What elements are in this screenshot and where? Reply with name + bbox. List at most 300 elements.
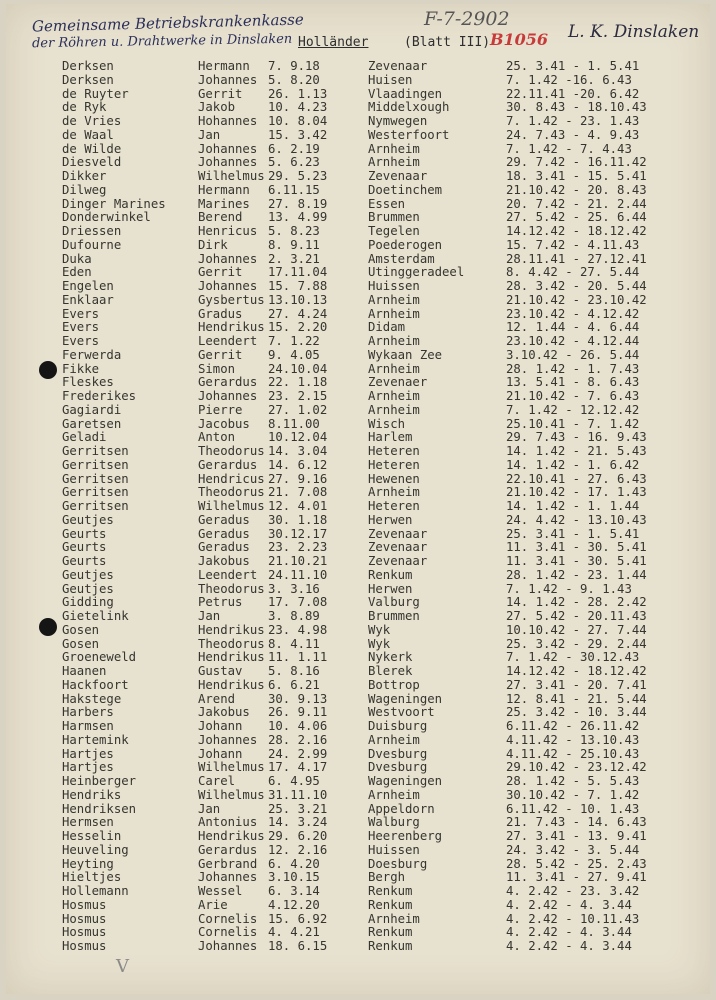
period-cell: 21.10.42 - 17. 1.43 bbox=[506, 485, 647, 500]
birth-date-cell: 10. 4.23 bbox=[268, 100, 328, 115]
list-item bbox=[6, 74, 710, 88]
list-item bbox=[6, 60, 710, 74]
first-name-cell: Antonius bbox=[198, 815, 258, 830]
list-item bbox=[6, 390, 710, 404]
period-cell: 3.10.42 - 26. 5.44 bbox=[506, 347, 640, 362]
birth-date-cell: 14. 3.04 bbox=[268, 444, 328, 458]
birth-date-cell: 26. 1.13 bbox=[268, 86, 328, 101]
place-cell: Renkum bbox=[368, 925, 413, 940]
list-item bbox=[6, 321, 710, 335]
first-name-cell: Hendrikus bbox=[198, 829, 265, 843]
surname-cell: Harmsen bbox=[62, 719, 114, 733]
place-cell: Wykaan Zee bbox=[368, 347, 443, 362]
list-item bbox=[6, 583, 710, 597]
period-cell: 25. 3.41 - 1. 5.41 bbox=[506, 59, 640, 73]
list-item bbox=[6, 486, 710, 500]
list-item bbox=[6, 239, 710, 253]
period-cell: 21.10.42 - 20. 8.43 bbox=[506, 182, 647, 197]
place-cell: Huisen bbox=[368, 72, 413, 87]
place-cell: Middelxough bbox=[368, 100, 450, 115]
first-name-cell: Johannes bbox=[198, 732, 258, 747]
place-cell: Heteren bbox=[368, 499, 420, 513]
first-name-cell: Theodorus bbox=[198, 581, 265, 596]
period-cell: 18. 3.41 - 15. 5.41 bbox=[506, 169, 647, 183]
birth-date-cell: 5. 8.20 bbox=[268, 72, 320, 87]
list-item bbox=[6, 349, 710, 363]
place-cell: Brummen bbox=[368, 210, 420, 225]
list-item bbox=[6, 211, 710, 225]
period-cell: 14.12.42 - 18.12.42 bbox=[506, 664, 647, 678]
place-cell: Renkum bbox=[368, 884, 413, 898]
period-cell: 22.11.41 -20. 6.42 bbox=[506, 86, 640, 101]
surname-cell: Geurts bbox=[62, 554, 107, 568]
surname-cell: Driessen bbox=[62, 224, 122, 238]
birth-date-cell: 12. 2.16 bbox=[268, 842, 328, 857]
period-cell: 28. 3.42 - 20. 5.44 bbox=[506, 279, 647, 293]
period-cell: 28. 1.42 - 1. 7.43 bbox=[506, 361, 640, 376]
red-stamp: B1056 bbox=[490, 30, 549, 49]
first-name-cell: Carel bbox=[198, 774, 236, 788]
period-cell: 7. 1.42 - 9. 1.43 bbox=[506, 581, 632, 596]
surname-cell: Gosen bbox=[62, 622, 100, 637]
period-cell: 28. 1.42 - 5. 5.43 bbox=[506, 774, 640, 788]
place-cell: Valburg bbox=[368, 595, 420, 610]
place-cell: Westvoort bbox=[368, 705, 435, 720]
place-cell: Duisburg bbox=[368, 719, 428, 733]
place-cell: Renkum bbox=[368, 567, 413, 582]
surname-cell: de Vries bbox=[62, 114, 122, 128]
first-name-cell: Theodorus bbox=[198, 636, 265, 651]
birth-date-cell: 17.11.04 bbox=[268, 265, 328, 280]
surname-cell: Hermsen bbox=[62, 815, 114, 830]
first-name-cell: Gysbertus bbox=[198, 292, 265, 307]
surname-cell: Frederikes bbox=[62, 389, 137, 403]
surname-cell: Derksen bbox=[62, 59, 114, 73]
period-cell: 28. 1.42 - 23. 1.44 bbox=[506, 567, 647, 582]
birth-date-cell: 14. 6.12 bbox=[268, 457, 328, 472]
list-item bbox=[6, 871, 710, 885]
period-cell: 21.10.42 - 23.10.42 bbox=[506, 292, 647, 307]
surname-cell: Heyting bbox=[62, 856, 114, 871]
place-cell: Westerfoort bbox=[368, 127, 450, 142]
first-name-cell: Gerardus bbox=[198, 457, 258, 472]
birth-date-cell: 15. 7.88 bbox=[268, 279, 328, 293]
birth-date-cell: 29. 6.20 bbox=[268, 829, 328, 843]
first-name-cell: Hendrikus bbox=[198, 320, 265, 335]
surname-cell: Gerritsen bbox=[62, 457, 129, 472]
first-name-cell: Hendricus bbox=[198, 471, 265, 486]
birth-date-cell: 10. 8.04 bbox=[268, 114, 328, 128]
period-cell: 28. 5.42 - 25. 2.43 bbox=[506, 856, 647, 871]
first-name-cell: Johannes bbox=[198, 141, 258, 156]
surname-cell: Geutjes bbox=[62, 512, 114, 527]
period-cell: 24. 3.42 - 3. 5.44 bbox=[506, 842, 640, 857]
place-cell: Arnheim bbox=[368, 732, 420, 747]
period-cell: 10.10.42 - 27. 7.44 bbox=[506, 622, 647, 637]
birth-date-cell: 10. 4.06 bbox=[268, 719, 328, 733]
place-cell: Doesburg bbox=[368, 856, 428, 871]
period-cell: 4. 2.42 - 4. 3.44 bbox=[506, 897, 632, 912]
birth-date-cell: 3. 3.16 bbox=[268, 581, 320, 596]
birth-date-cell: 21. 7.08 bbox=[268, 485, 328, 500]
list-item bbox=[6, 748, 710, 762]
surname-cell: Haanen bbox=[62, 664, 107, 678]
birth-date-cell: 14. 3.24 bbox=[268, 815, 328, 830]
surname-cell: Ferwerda bbox=[62, 347, 122, 362]
period-cell: 24. 7.43 - 4. 9.43 bbox=[506, 127, 640, 142]
list-item bbox=[6, 404, 710, 418]
place-cell: Zevenaar bbox=[368, 169, 428, 183]
first-name-cell: Theodorus bbox=[198, 444, 265, 458]
birth-date-cell: 30.12.17 bbox=[268, 526, 328, 541]
period-cell: 27. 3.41 - 20. 7.41 bbox=[506, 677, 647, 692]
first-name-cell: Johannes bbox=[198, 72, 258, 87]
place-cell: Arnheim bbox=[368, 361, 420, 376]
first-name-cell: Geradus bbox=[198, 526, 250, 541]
place-cell: Wyk bbox=[368, 636, 391, 651]
surname-cell: Gosen bbox=[62, 636, 100, 651]
birth-date-cell: 8. 9.11 bbox=[268, 237, 320, 252]
place-cell: Wisch bbox=[368, 416, 406, 431]
first-name-cell: Gerbrand bbox=[198, 856, 258, 871]
list-item bbox=[6, 143, 710, 157]
list-item bbox=[6, 170, 710, 184]
place-cell: Arnheim bbox=[368, 402, 420, 417]
birth-date-cell: 23. 2.23 bbox=[268, 540, 328, 555]
place-cell: Wageningen bbox=[368, 774, 443, 788]
list-item bbox=[6, 528, 710, 542]
surname-cell: Hackfoort bbox=[62, 677, 129, 692]
surname-cell: Dinger Marines bbox=[62, 196, 166, 211]
place-cell: Herwen bbox=[368, 512, 413, 527]
period-cell: 30. 8.43 - 18.10.43 bbox=[506, 100, 647, 115]
birth-date-cell: 9. 4.05 bbox=[268, 347, 320, 362]
first-name-cell: Gerrit bbox=[198, 347, 243, 362]
first-name-cell: Arie bbox=[198, 897, 228, 912]
place-cell: Renkum bbox=[368, 897, 413, 912]
list-item bbox=[6, 651, 710, 665]
list-item bbox=[6, 803, 710, 817]
list-item bbox=[6, 129, 710, 143]
first-name-cell: Jakobus bbox=[198, 554, 250, 568]
first-name-cell: Geradus bbox=[198, 540, 250, 555]
first-name-cell: Dirk bbox=[198, 237, 228, 252]
period-cell: 4. 2.42 - 10.11.43 bbox=[506, 911, 640, 926]
first-name-cell: Jan bbox=[198, 609, 221, 623]
list-item bbox=[6, 775, 710, 789]
first-name-cell: Gerardus bbox=[198, 375, 258, 390]
worker-list bbox=[6, 60, 710, 954]
period-cell: 11. 3.41 - 30. 5.41 bbox=[506, 554, 647, 568]
period-cell: 4. 2.42 - 4. 3.44 bbox=[506, 925, 632, 940]
period-cell: 15. 7.42 - 4.11.43 bbox=[506, 237, 640, 252]
first-name-cell: Gerrit bbox=[198, 265, 243, 280]
place-cell: Heerenberg bbox=[368, 829, 443, 843]
surname-cell: de Waal bbox=[62, 127, 114, 142]
place-cell: Vlaadingen bbox=[368, 86, 443, 101]
surname-cell: Hosmus bbox=[62, 911, 107, 926]
surname-cell: Garetsen bbox=[62, 416, 122, 431]
first-name-cell: Johannes bbox=[198, 389, 258, 403]
place-cell: Zevenaar bbox=[368, 526, 428, 541]
list-item bbox=[6, 280, 710, 294]
list-item bbox=[6, 101, 710, 115]
list-item bbox=[6, 610, 710, 624]
list-item bbox=[6, 720, 710, 734]
first-name-cell: Jacobus bbox=[198, 416, 250, 431]
place-cell: Nykerk bbox=[368, 650, 413, 665]
check-mark: V bbox=[116, 956, 129, 977]
birth-date-cell: 6. 4.95 bbox=[268, 774, 320, 788]
surname-cell: Geurts bbox=[62, 540, 107, 555]
page-title: Holländer bbox=[298, 35, 369, 50]
birth-date-cell: 27. 8.19 bbox=[268, 196, 328, 211]
birth-date-cell: 13. 4.99 bbox=[268, 210, 328, 225]
period-cell: 12. 1.44 - 4. 6.44 bbox=[506, 320, 640, 335]
birth-date-cell: 30. 1.18 bbox=[268, 512, 328, 527]
surname-cell: Evers bbox=[62, 334, 100, 348]
handwritten-date: F-7-2902 bbox=[424, 8, 510, 30]
place-cell: Zevenaar bbox=[368, 540, 428, 555]
birth-date-cell: 6. 6.21 bbox=[268, 677, 320, 692]
birth-date-cell: 7. 9.18 bbox=[268, 59, 320, 73]
birth-date-cell: 8. 4.11 bbox=[268, 636, 320, 651]
birth-date-cell: 6. 2.19 bbox=[268, 141, 320, 156]
first-name-cell: Johannes bbox=[198, 251, 258, 266]
first-name-cell: Leendert bbox=[198, 334, 258, 348]
surname-cell: Hartjes bbox=[62, 746, 114, 761]
birth-date-cell: 23. 4.98 bbox=[268, 622, 328, 637]
surname-cell: Dilweg bbox=[62, 182, 107, 197]
place-cell: Utinggeradeel bbox=[368, 265, 465, 280]
period-cell: 27. 5.42 - 25. 6.44 bbox=[506, 210, 647, 225]
birth-date-cell: 13.10.13 bbox=[268, 292, 328, 307]
first-name-cell: Jakobus bbox=[198, 705, 250, 720]
list-item bbox=[6, 156, 710, 170]
place-cell: Arnheim bbox=[368, 911, 420, 926]
surname-cell: Hendriksen bbox=[62, 801, 137, 816]
period-cell: 14. 1.42 - 28. 2.42 bbox=[506, 595, 647, 610]
list-item bbox=[6, 816, 710, 830]
list-item bbox=[6, 624, 710, 638]
list-item bbox=[6, 294, 710, 308]
birth-date-cell: 3. 8.89 bbox=[268, 609, 320, 623]
first-name-cell: Theodorus bbox=[198, 485, 265, 500]
first-name-cell: Wilhelmus bbox=[198, 787, 265, 802]
place-cell: Herwen bbox=[368, 581, 413, 596]
period-cell: 24. 4.42 - 13.10.43 bbox=[506, 512, 647, 527]
period-cell: 28.11.41 - 27.12.41 bbox=[506, 251, 647, 266]
surname-cell: Hartemink bbox=[62, 732, 129, 747]
birth-date-cell: 28. 2.16 bbox=[268, 732, 328, 747]
period-cell: 30.10.42 - 7. 1.42 bbox=[506, 787, 640, 802]
birth-date-cell: 3.10.15 bbox=[268, 870, 320, 885]
place-cell: Zevenaer bbox=[368, 375, 428, 390]
place-cell: Didam bbox=[368, 320, 406, 335]
list-item bbox=[6, 514, 710, 528]
surname-cell: Heuveling bbox=[62, 842, 129, 857]
birth-date-cell: 30. 9.13 bbox=[268, 691, 328, 706]
birth-date-cell: 23. 2.15 bbox=[268, 389, 328, 403]
first-name-cell: Gradus bbox=[198, 306, 243, 321]
list-item bbox=[6, 500, 710, 514]
surname-cell: de Ruyter bbox=[62, 86, 129, 101]
period-cell: 11. 3.41 - 27. 9.41 bbox=[506, 870, 647, 885]
birth-date-cell: 22. 1.18 bbox=[268, 375, 328, 390]
period-cell: 4. 2.42 - 4. 3.44 bbox=[506, 939, 632, 953]
surname-cell: Geurts bbox=[62, 526, 107, 541]
list-item bbox=[6, 445, 710, 459]
first-name-cell: Leendert bbox=[198, 567, 258, 582]
list-item bbox=[6, 459, 710, 473]
first-name-cell: Jakob bbox=[198, 100, 236, 115]
surname-cell: Gerritsen bbox=[62, 471, 129, 486]
birth-date-cell: 5. 6.23 bbox=[268, 155, 320, 170]
place-cell: Tegelen bbox=[368, 224, 420, 238]
place-cell: Essen bbox=[368, 196, 406, 211]
first-name-cell: Jan bbox=[198, 127, 221, 142]
list-item bbox=[6, 184, 710, 198]
first-name-cell: Johann bbox=[198, 719, 243, 733]
period-cell: 4.11.42 - 13.10.43 bbox=[506, 732, 640, 747]
list-item bbox=[6, 541, 710, 555]
first-name-cell: Wilhelmus bbox=[198, 169, 265, 183]
period-cell: 4.11.42 - 25.10.43 bbox=[506, 746, 640, 761]
first-name-cell: Petrus bbox=[198, 595, 243, 610]
period-cell: 6.11.42 - 26.11.42 bbox=[506, 719, 640, 733]
first-name-cell: Johannes bbox=[198, 155, 258, 170]
birth-date-cell: 27. 9.16 bbox=[268, 471, 328, 486]
birth-date-cell: 27. 1.02 bbox=[268, 402, 328, 417]
surname-cell: Duka bbox=[62, 251, 92, 266]
list-item bbox=[6, 665, 710, 679]
place-cell: Huissen bbox=[368, 279, 420, 293]
place-cell: Harlem bbox=[368, 430, 413, 445]
period-cell: 8. 4.42 - 27. 5.44 bbox=[506, 265, 640, 280]
place-cell: Poederogen bbox=[368, 237, 443, 252]
surname-cell: Fleskes bbox=[62, 375, 114, 390]
list-item bbox=[6, 706, 710, 720]
surname-cell: Gagiardi bbox=[62, 402, 122, 417]
list-item bbox=[6, 225, 710, 239]
place-cell: Arnheim bbox=[368, 155, 420, 170]
list-item bbox=[6, 376, 710, 390]
birth-date-cell: 8.11.00 bbox=[268, 416, 320, 431]
period-cell: 4. 2.42 - 23. 3.42 bbox=[506, 884, 640, 898]
list-item bbox=[6, 913, 710, 927]
place-cell: Appeldorn bbox=[368, 801, 435, 816]
surname-cell: de Ryk bbox=[62, 100, 107, 115]
handwritten-note-line1: Gemeinsame Betriebskrankenkasse bbox=[31, 10, 304, 36]
surname-cell: Hesselin bbox=[62, 829, 122, 843]
sheet-number: (Blatt III) bbox=[404, 35, 491, 50]
period-cell: 14. 1.42 - 21. 5.43 bbox=[506, 444, 647, 458]
first-name-cell: Anton bbox=[198, 430, 236, 445]
first-name-cell: Jan bbox=[198, 801, 221, 816]
place-cell: Brummen bbox=[368, 609, 420, 623]
period-cell: 7. 1.42 - 7. 4.43 bbox=[506, 141, 632, 156]
first-name-cell: Henricus bbox=[198, 224, 258, 238]
list-item bbox=[6, 418, 710, 432]
list-item bbox=[6, 596, 710, 610]
period-cell: 7. 1.42 - 30.12.43 bbox=[506, 650, 640, 665]
surname-cell: Gerritsen bbox=[62, 499, 129, 513]
place-cell: Arnheim bbox=[368, 389, 420, 403]
surname-cell: Hieltjes bbox=[62, 870, 122, 885]
surname-cell: Engelen bbox=[62, 279, 114, 293]
first-name-cell: Cornelis bbox=[198, 911, 258, 926]
period-cell: 20. 7.42 - 21. 2.44 bbox=[506, 196, 647, 211]
document-page bbox=[6, 4, 710, 994]
list-item bbox=[6, 569, 710, 583]
birth-date-cell: 12. 4.01 bbox=[268, 499, 328, 513]
handwritten-office: L. K. Dinslaken bbox=[568, 22, 700, 42]
first-name-cell: Geradus bbox=[198, 512, 250, 527]
first-name-cell: Johannes bbox=[198, 870, 258, 885]
birth-date-cell: 15. 2.20 bbox=[268, 320, 328, 335]
list-item bbox=[6, 473, 710, 487]
list-item bbox=[6, 789, 710, 803]
list-item bbox=[6, 308, 710, 322]
list-item bbox=[6, 115, 710, 129]
list-item bbox=[6, 926, 710, 940]
place-cell: Wageningen bbox=[368, 691, 443, 706]
surname-cell: Dufourne bbox=[62, 237, 122, 252]
surname-cell: Gidding bbox=[62, 595, 114, 610]
period-cell: 11. 3.41 - 30. 5.41 bbox=[506, 540, 647, 555]
place-cell: Amsterdam bbox=[368, 251, 435, 266]
birth-date-cell: 4. 4.21 bbox=[268, 925, 320, 940]
list-item bbox=[6, 638, 710, 652]
list-item bbox=[6, 693, 710, 707]
birth-date-cell: 15. 3.42 bbox=[268, 127, 328, 142]
birth-date-cell: 27. 4.24 bbox=[268, 306, 328, 321]
place-cell: Arnheim bbox=[368, 141, 420, 156]
surname-cell: Hosmus bbox=[62, 897, 107, 912]
first-name-cell: Hendrikus bbox=[198, 622, 265, 637]
birth-date-cell: 2. 3.21 bbox=[268, 251, 320, 266]
surname-cell: Hakstege bbox=[62, 691, 122, 706]
list-item bbox=[6, 335, 710, 349]
first-name-cell: Pierre bbox=[198, 402, 243, 417]
period-cell: 27. 3.41 - 13. 9.41 bbox=[506, 829, 647, 843]
birth-date-cell: 10.12.04 bbox=[268, 430, 328, 445]
first-name-cell: Gerrit bbox=[198, 86, 243, 101]
period-cell: 25. 3.42 - 29. 2.44 bbox=[506, 636, 647, 651]
first-name-cell: Hendrikus bbox=[198, 677, 265, 692]
period-cell: 7. 1.42 - 23. 1.43 bbox=[506, 114, 640, 128]
first-name-cell: Berend bbox=[198, 210, 243, 225]
first-name-cell: Hermann bbox=[198, 59, 250, 73]
first-name-cell: Wilhelmus bbox=[198, 760, 265, 775]
place-cell: Nymwegen bbox=[368, 114, 428, 128]
list-item bbox=[6, 431, 710, 445]
list-item bbox=[6, 88, 710, 102]
birth-date-cell: 26. 9.11 bbox=[268, 705, 328, 720]
place-cell: Hewenen bbox=[368, 471, 420, 486]
surname-cell: Evers bbox=[62, 320, 100, 335]
birth-date-cell: 15. 6.92 bbox=[268, 911, 328, 926]
first-name-cell: Wessel bbox=[198, 884, 243, 898]
period-cell: 22.10.41 - 27. 6.43 bbox=[506, 471, 647, 486]
place-cell: Doetinchem bbox=[368, 182, 443, 197]
birth-date-cell: 18. 6.15 bbox=[268, 939, 328, 953]
period-cell: 14.12.42 - 18.12.42 bbox=[506, 224, 647, 238]
birth-date-cell: 31.11.10 bbox=[268, 787, 328, 802]
place-cell: Dvesburg bbox=[368, 760, 428, 775]
period-cell: 25.10.41 - 7. 1.42 bbox=[506, 416, 640, 431]
place-cell: Bergh bbox=[368, 870, 406, 885]
